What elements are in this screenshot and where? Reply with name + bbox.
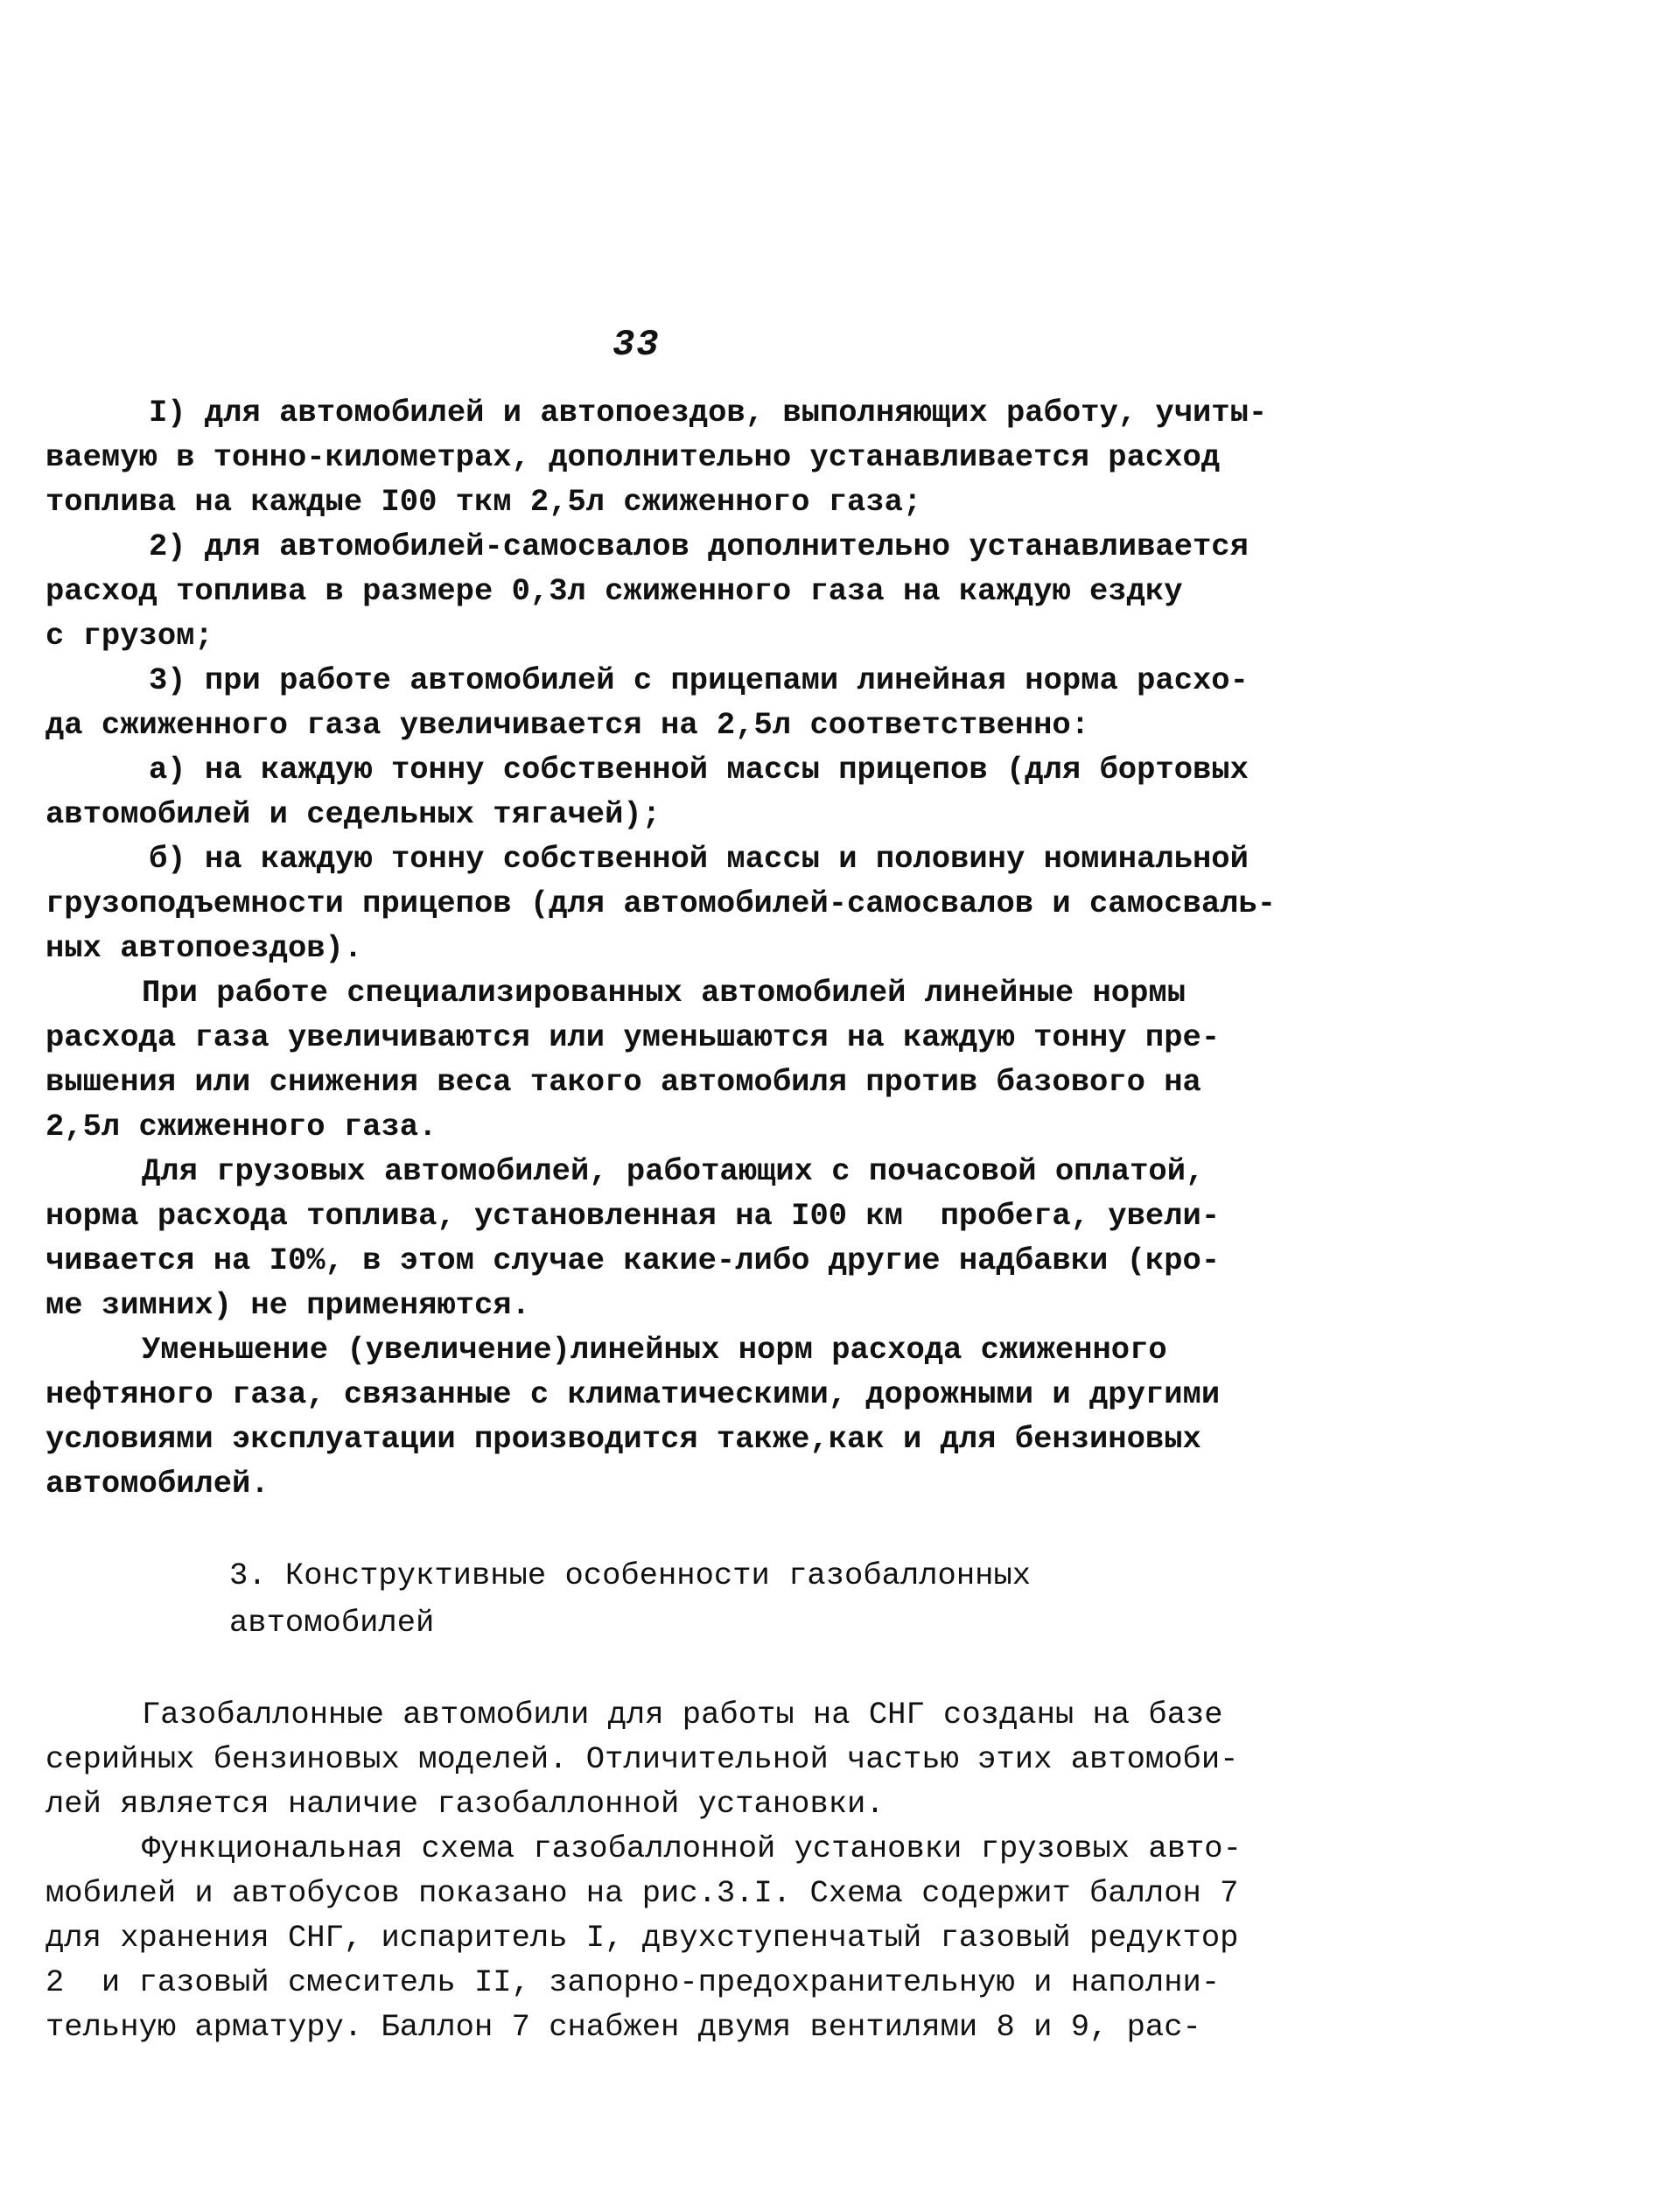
text-line: для хранения СНГ, испаритель I, двухступенчатый газовый редуктор [46,1920,1239,1956]
heading-line: автомобилей [229,1605,435,1641]
list-item-3b [46,836,1288,970]
text-line: б) на каждую тонну собственной массы и половину номинальной [149,841,1249,877]
text-line: 2) для автомобилей-самосвалов дополнительно устанавливается [149,528,1249,564]
list-item-3a [46,747,1288,836]
text-line: грузоподъемности прицепов (для автомобилей-самосвалов и самосваль- [46,886,1277,921]
text-line: серийных бензиновых моделей. Отличительной частью этих автомоби- [46,1741,1239,1777]
page-number: 33 [612,324,661,366]
text-line: чивается на I0%, в этом случае какие-либо другие надбавки (кро- [46,1242,1221,1278]
text-line: топлива на каждые I00 ткм 2,5л сжиженного газа; [46,484,922,520]
section-body [46,1692,1288,2049]
text-line: Газобаллонные автомобили для работы на СНГ созданы на базе [142,1697,1223,1732]
text-line: нефтяного газа, связанные с климатическими, дорожными и другими [46,1376,1221,1412]
text-line: 3) при работе автомобилей с прицепами линейная норма расхо- [149,662,1249,698]
paragraph-reduction [46,1327,1288,1506]
text-line: норма расхода топлива, установленная на I00 км пробега, увели- [46,1198,1221,1234]
text-line: ных автопоездов). [46,930,363,966]
text-line: условиями эксплуатации производится также,как и для бензиновых [46,1421,1201,1457]
list-item-3 [46,658,1288,747]
upper-text-block [46,390,1288,1506]
text-line: с грузом; [46,618,214,654]
text-line: автомобилей и седельных тягачей); [46,796,662,832]
text-line: Для грузовых автомобилей, работающих с почасовой оплатой, [142,1153,1205,1189]
text-line: мобилей и автобусов показано на рис.3.I. Схема содержит баллон 7 [46,1875,1239,1911]
text-line: ваемую в тонно-километрах, дополнительно устанавливается расход [46,439,1221,475]
paragraph-gas-cylinder-intro [46,1692,1288,1826]
text-line: 2 и газовый смеситель II, запорно-предохранительную и наполни- [46,1964,1221,2000]
list-item-1 [46,390,1288,524]
text-line: а) на каждую тонну собственной массы прицепов (для бортовых [149,752,1249,788]
text-line: автомобилей. [46,1466,270,1502]
text-line: расхода газа увеличиваются или уменьшаются на каждую тонну пре- [46,1019,1221,1055]
text-line: тельную арматуру. Баллон 7 снабжен двумя вентилями 8 и 9, рас- [46,2009,1201,2045]
text-line: I) для автомобилей и автопоездов, выполняющих работу, учиты- [149,395,1268,430]
text-line: Уменьшение (увеличение)линейных норм расхода сжиженного [142,1332,1167,1368]
section-heading [229,1552,1031,1647]
text-line: да сжиженного газа увеличивается на 2,5л соответственно: [46,707,1089,743]
text-line: Функциональная схема газобаллонной установки грузовых авто- [142,1830,1242,1866]
text-line: При работе специализированных автомобилей линейные нормы [142,975,1186,1011]
text-line: вышения или снижения веса такого автомобиля против базового на [46,1064,1201,1100]
list-item-2 [46,524,1288,658]
text-line: лей является наличие газобаллонной установки. [46,1786,885,1822]
text-line: 2,5л сжиженного газа. [46,1109,438,1144]
heading-line: 3. Конструктивные особенности газобаллонных [229,1558,1032,1593]
text-line: расход топлива в размере 0,3л сжиженного газа на каждую ездку [46,573,1183,609]
text-line: ме зимних) не применяются. [46,1287,530,1323]
paragraph-specialized [46,970,1288,1149]
paragraph-hourly [46,1149,1288,1327]
paragraph-functional-scheme [46,1826,1288,2049]
